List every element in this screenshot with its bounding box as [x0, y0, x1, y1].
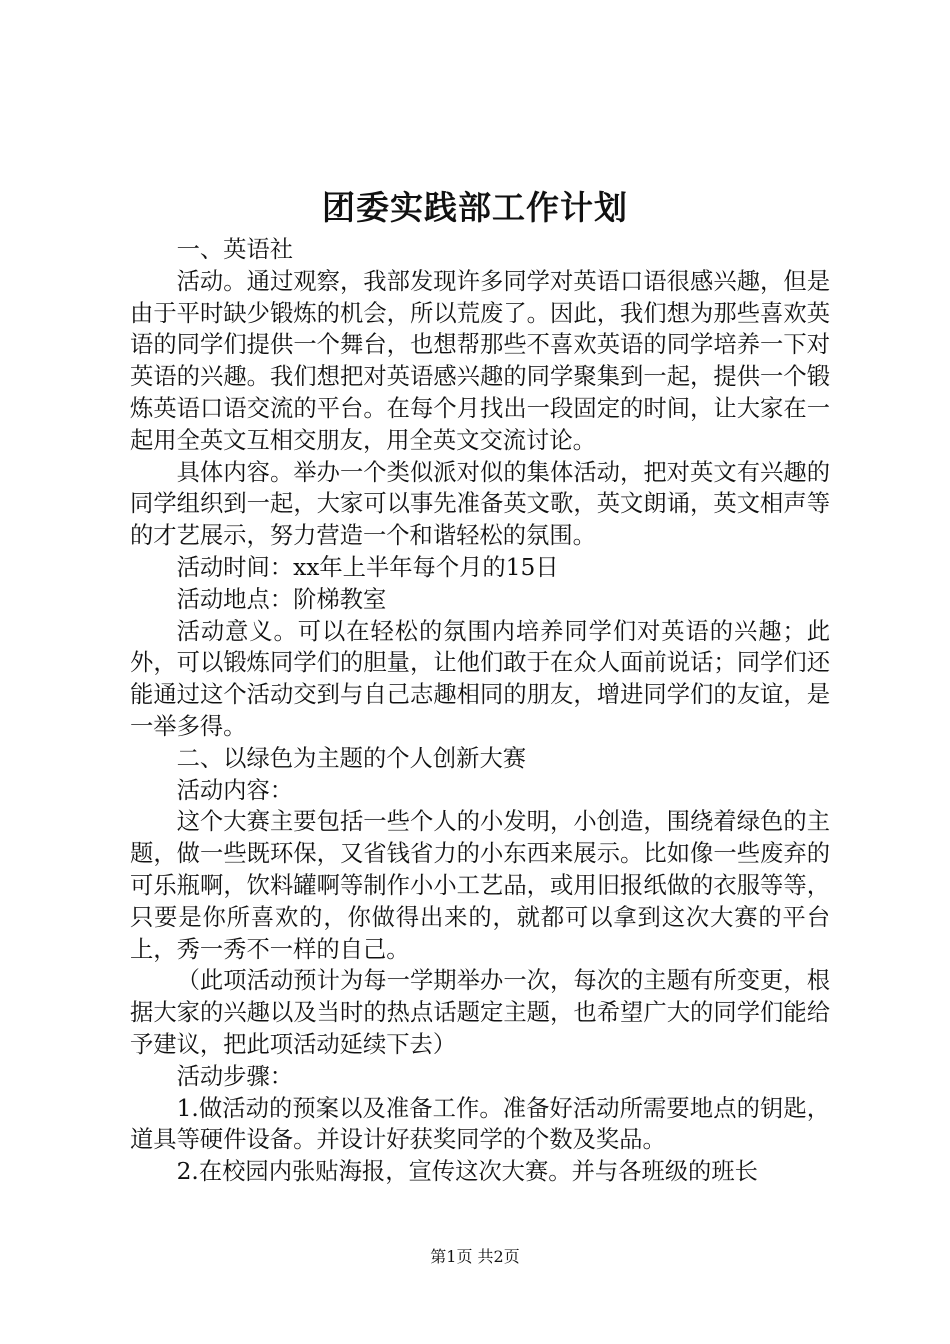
section-heading-english-club: 一、英语社: [176, 236, 294, 263]
paragraph-activity-content-label: 活动内容：: [176, 776, 294, 804]
paragraph-step-2: 2.在校园内张贴海报，宣传这次大赛。并与各班级的班长: [176, 1158, 758, 1186]
paragraph-activity-steps-label: 活动步骤：: [176, 1062, 294, 1090]
page-footer: 第1页 共2页: [430, 1247, 520, 1266]
paragraph-contest-description: 这个大赛主要包括一些个人的小发明，小创造，围绕着绿色的主题，做一些既环保，又省钱省力的小东西来展示。比如像一些废弃的可乐瓶啊，饮料罐啊等制作小小工艺品，或用旧报纸做的衣服等等，只要是你所喜欢的，你做得出来的，就都可以拿到这次大赛的平台上，秀一秀不一样的自己。: [130, 808, 830, 963]
paragraph-activity-overview: 活动。通过观察，我部发现许多同学对英语口语很感兴趣，但是由于平时缺少锻炼的机会，所以荒废了。因此，我们想为那些喜欢英语的同学们提供一个舞台，也想帮那些不喜欢英语的同学培养一下对英语的兴趣。我们想把对英语感兴趣的同学聚集到一起，提供一个锻炼英语口语交流的平台。在每个月找出一段固定的时间，让大家在一起用全英文互相交朋友，用全英文交流讨论。: [130, 267, 830, 454]
section-heading-green-contest: 二、以绿色为主题的个人创新大赛: [176, 744, 527, 772]
document-body: [130, 234, 830, 1188]
paragraph-activity-location: 活动地点：阶梯教室: [176, 585, 387, 613]
paragraph-specific-content: 具体内容。举办一个类似派对似的集体活动，把对英文有兴趣的同学组织到一起，大家可以事先准备英文歌，英文朗诵，英文相声等的才艺展示，努力营造一个和谐轻松的氛围。: [130, 458, 830, 550]
paragraph-step-1: 1.做活动的预案以及准备工作。准备好活动所需要地点的钥匙，道具等硬件设备。并设计好获奖同学的个数及奖品。: [130, 1094, 830, 1154]
paragraph-contest-note: （此项活动预计为每一学期举办一次，每次的主题有所变更，根据大家的兴趣以及当时的热点话题定主题，也希望广大的同学们能给予建议，把此项活动延续下去）: [130, 967, 830, 1058]
paragraph-activity-significance: 活动意义。可以在轻松的氛围内培养同学们对英语的兴趣；此外，可以锻炼同学们的胆量，让他们敢于在众人面前说话；同学们还能通过这个活动交到与自己志趣相同的朋友，增进同学们的友谊，是一举多得。: [130, 617, 830, 740]
document-title: 团委实践部工作计划: [322, 188, 628, 227]
paragraph-activity-time: 活动时间：xx年上半年每个月的15日: [176, 553, 559, 581]
